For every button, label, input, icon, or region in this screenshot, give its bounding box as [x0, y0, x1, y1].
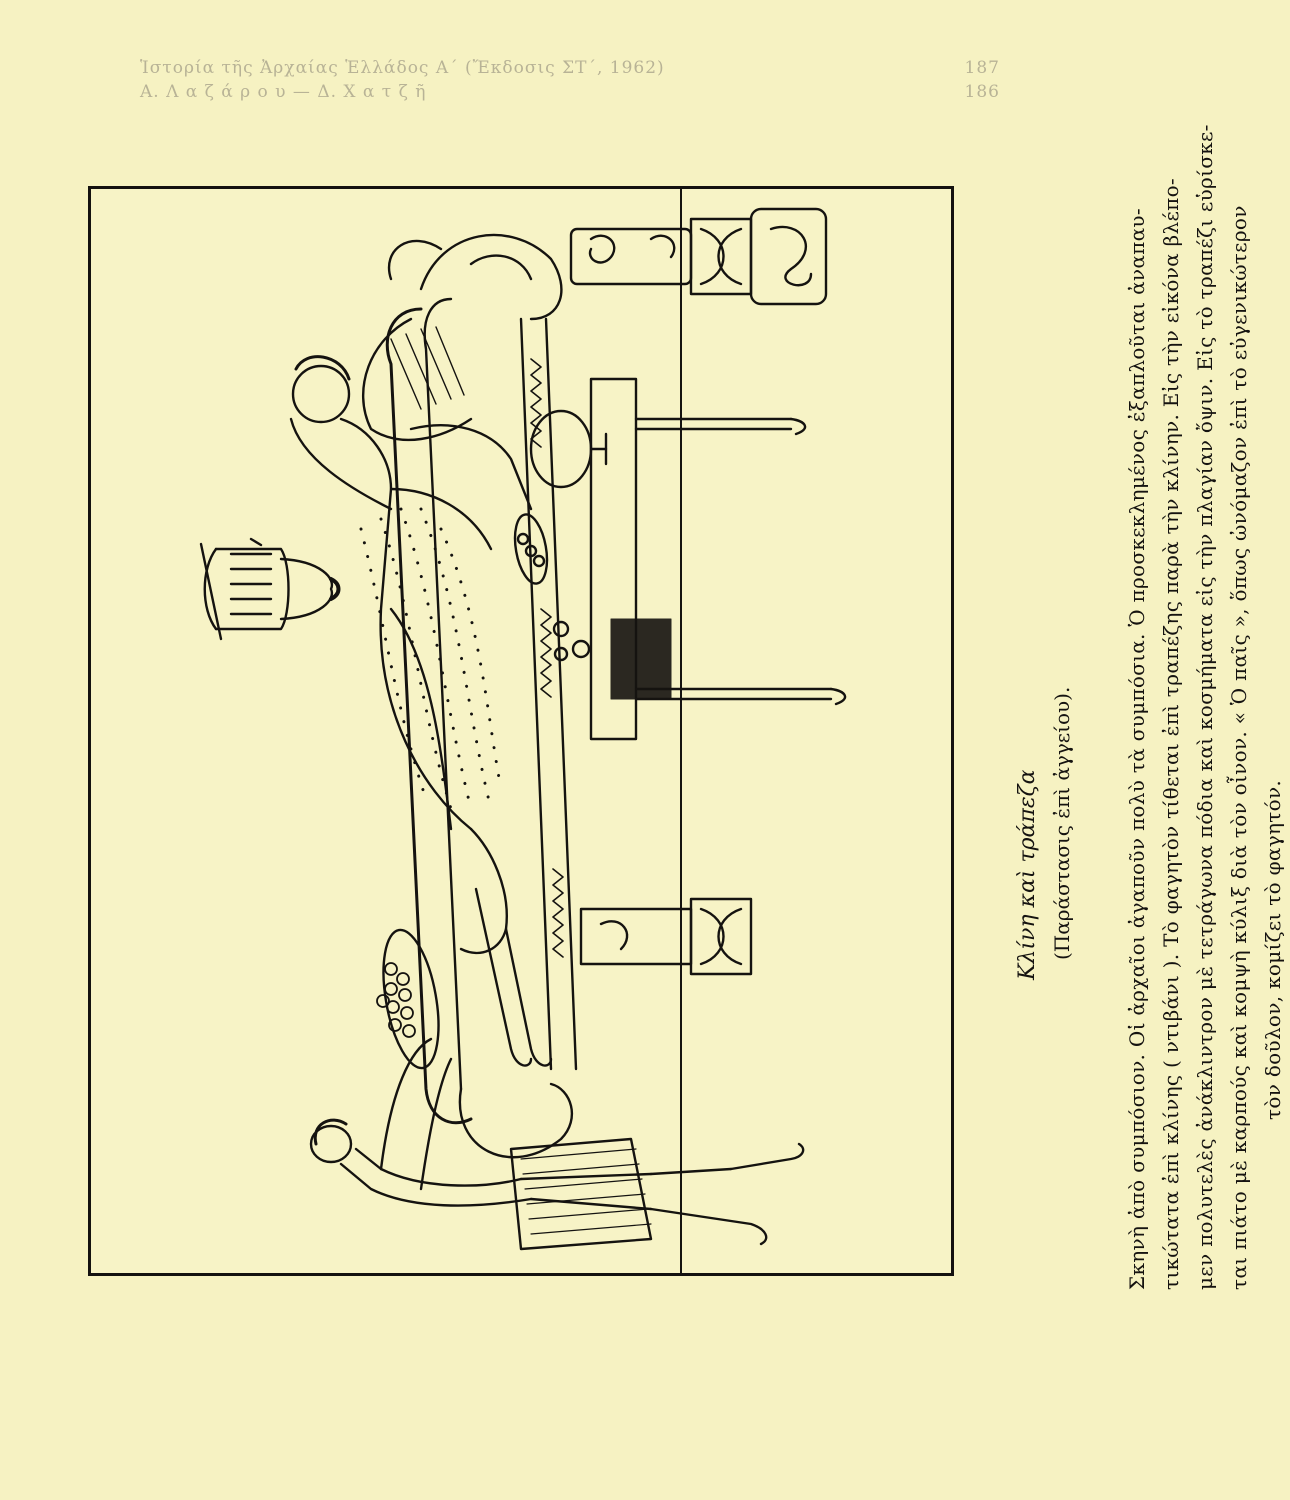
- running-head-second-number: 186: [964, 82, 1000, 102]
- symposium-illustration: [91, 189, 951, 1273]
- running-head-bleed: [140, 82, 1000, 102]
- running-head: [140, 58, 1000, 78]
- caption-line: Σκηνὴ ἀπὸ συμπόσιον. Οἱ ἀρχαῖοι ἀγαποῦν πολὺ τὰ συμπόσια. Ὁ προσκεκλημένος ἐξαπλοῦται ἀναπαυ-: [1125, 208, 1149, 1290]
- figure-caption: [1015, 124, 1290, 1290]
- caption-line: μεν πολυτελὲς ἀνάκλιντρον μὲ τετράγωνα πόδια καὶ κοσμήματα εἰς τὴν πλαγίαν ὄψιν. Εἰς τὸ τραπέζι εὑρίσκε-: [1193, 124, 1217, 1290]
- running-head-page-number: 187: [964, 58, 1000, 78]
- caption-line: τὸν δοῦλον, κομίζει τὸ φαγητόν.: [1261, 779, 1285, 1120]
- running-head-title: Ἱστορία τῆς Ἀρχαίας Ἑλλάδος Α´ (Ἔκδοσις ΣΤ´, 1962): [140, 58, 665, 78]
- running-head-authors: Α. Λ α ζ ά ρ ο υ — Δ. Χ α τ ζ ῆ: [140, 82, 427, 102]
- caption-line: ται πιάτο μὲ καρπούς καὶ κομψὴ κύλιξ διὰ τὸν οἶνον. « Ὁ παῖς », ὅπως ὠνόμαζον ἐπὶ τὸ εὐγενικώτερον: [1227, 205, 1251, 1290]
- figure-subtitle: (Παράστασις ἐπὶ ἀγγείου).: [1050, 686, 1074, 960]
- illustration-plate: [88, 186, 954, 1276]
- figure-title: Κλίνη καὶ τράπεζα: [1015, 769, 1040, 980]
- caption-line: τικώτατα ἐπὶ κλίνης ( ντιβάνι ). Τὸ φαγητὸν τίθεται ἐπὶ τραπέζης παρὰ τὴν κλίνην. Εἰς τὴν εἰκόνα βλέπο-: [1159, 178, 1183, 1290]
